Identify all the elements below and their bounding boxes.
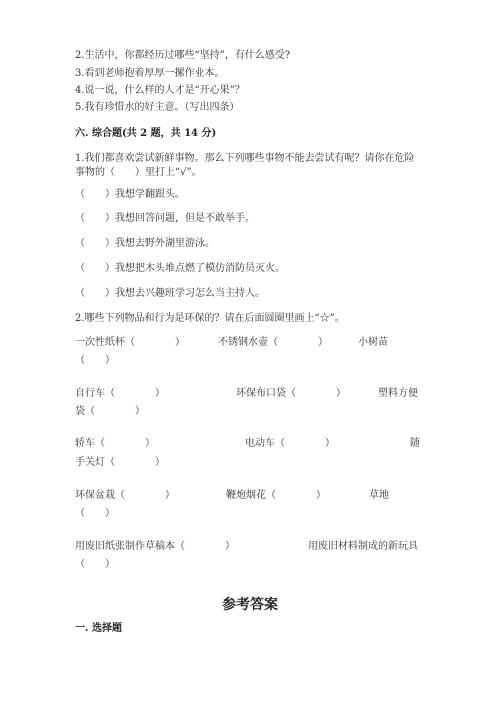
answers-section-1-heading: 一. 选择题 bbox=[75, 623, 122, 634]
q2-row2-b: 环保布口袋（ ） bbox=[236, 388, 346, 399]
q2-row5-wrap: （ ） bbox=[75, 559, 115, 570]
q2-row1-a: 一次性纸杯（ ） bbox=[75, 337, 185, 348]
q2-row1-wrap: （ ） bbox=[75, 355, 115, 366]
q1-item: （ ）我想回答问题，但是不敢举手。 bbox=[75, 213, 255, 224]
q2-row3-c: 随 bbox=[410, 438, 420, 449]
q2-row5-a: 用废旧纸张制作草稿本（ ） bbox=[75, 541, 235, 552]
q2-row3-b: 电动车（ ） bbox=[245, 438, 335, 449]
q2-row5-b: 用废旧材料制成的新玩具 bbox=[308, 541, 418, 552]
q2-row4-a: 环保盆栽（ ） bbox=[75, 490, 175, 501]
q2-row4-wrap: （ ） bbox=[75, 508, 115, 519]
q2-row2-c: 塑料方便 bbox=[378, 388, 418, 399]
q1-item: （ ）我想去野外湖里游泳。 bbox=[75, 238, 215, 249]
q2-row3-a: 轿车（ ） bbox=[75, 438, 155, 449]
q2-stem: 2.哪些下列物品和行为是环保的？请在后面圆圈里画上“☆”。 bbox=[75, 313, 345, 324]
top-question-4: 4.说一说，什么样的人才是“开心果”？ bbox=[75, 85, 245, 96]
top-question-3: 3.看到老师抱着厚厚一摞作业本。 bbox=[75, 68, 225, 79]
section-6-heading: 六. 综合题(共 2 题，共 14 分) bbox=[75, 128, 217, 139]
answers-title: 参考答案 bbox=[222, 597, 278, 613]
q1-item: （ ）我想去兴趣班学习怎么当主持人。 bbox=[75, 288, 265, 299]
q2-row3-wrap: 手关灯（ ） bbox=[75, 457, 165, 468]
top-question-2: 2.生活中，你都经历过哪些“坚持”，有什么感受? bbox=[75, 50, 291, 61]
q1-item: （ ）我想学翻跟头。 bbox=[75, 189, 185, 200]
q2-row4-b: 鞭炮烟花（ ） bbox=[226, 490, 326, 501]
q2-row2-wrap: 袋（ ） bbox=[75, 406, 145, 417]
q2-row2-a: 自行车（ ） bbox=[75, 388, 165, 399]
q1-item: （ ）我想把木头堆点燃了模仿消防员灭火。 bbox=[75, 263, 285, 274]
q2-row4-c: 草地 bbox=[369, 490, 389, 501]
top-question-5: 5.我有珍惜水的好主意。（写出四条） bbox=[75, 102, 240, 113]
q2-row1-b: 不锈钢水壶（ ） bbox=[218, 337, 328, 348]
q2-row1-c: 小树苗 bbox=[358, 337, 388, 348]
q1-stem-line1: 1.我们都喜欢尝试新鲜事物。那么下列哪些事物不能去尝试有呢？请你在危险 bbox=[75, 153, 415, 164]
q1-stem-line2: 事物的（ ）里打上“√”。 bbox=[75, 167, 202, 178]
